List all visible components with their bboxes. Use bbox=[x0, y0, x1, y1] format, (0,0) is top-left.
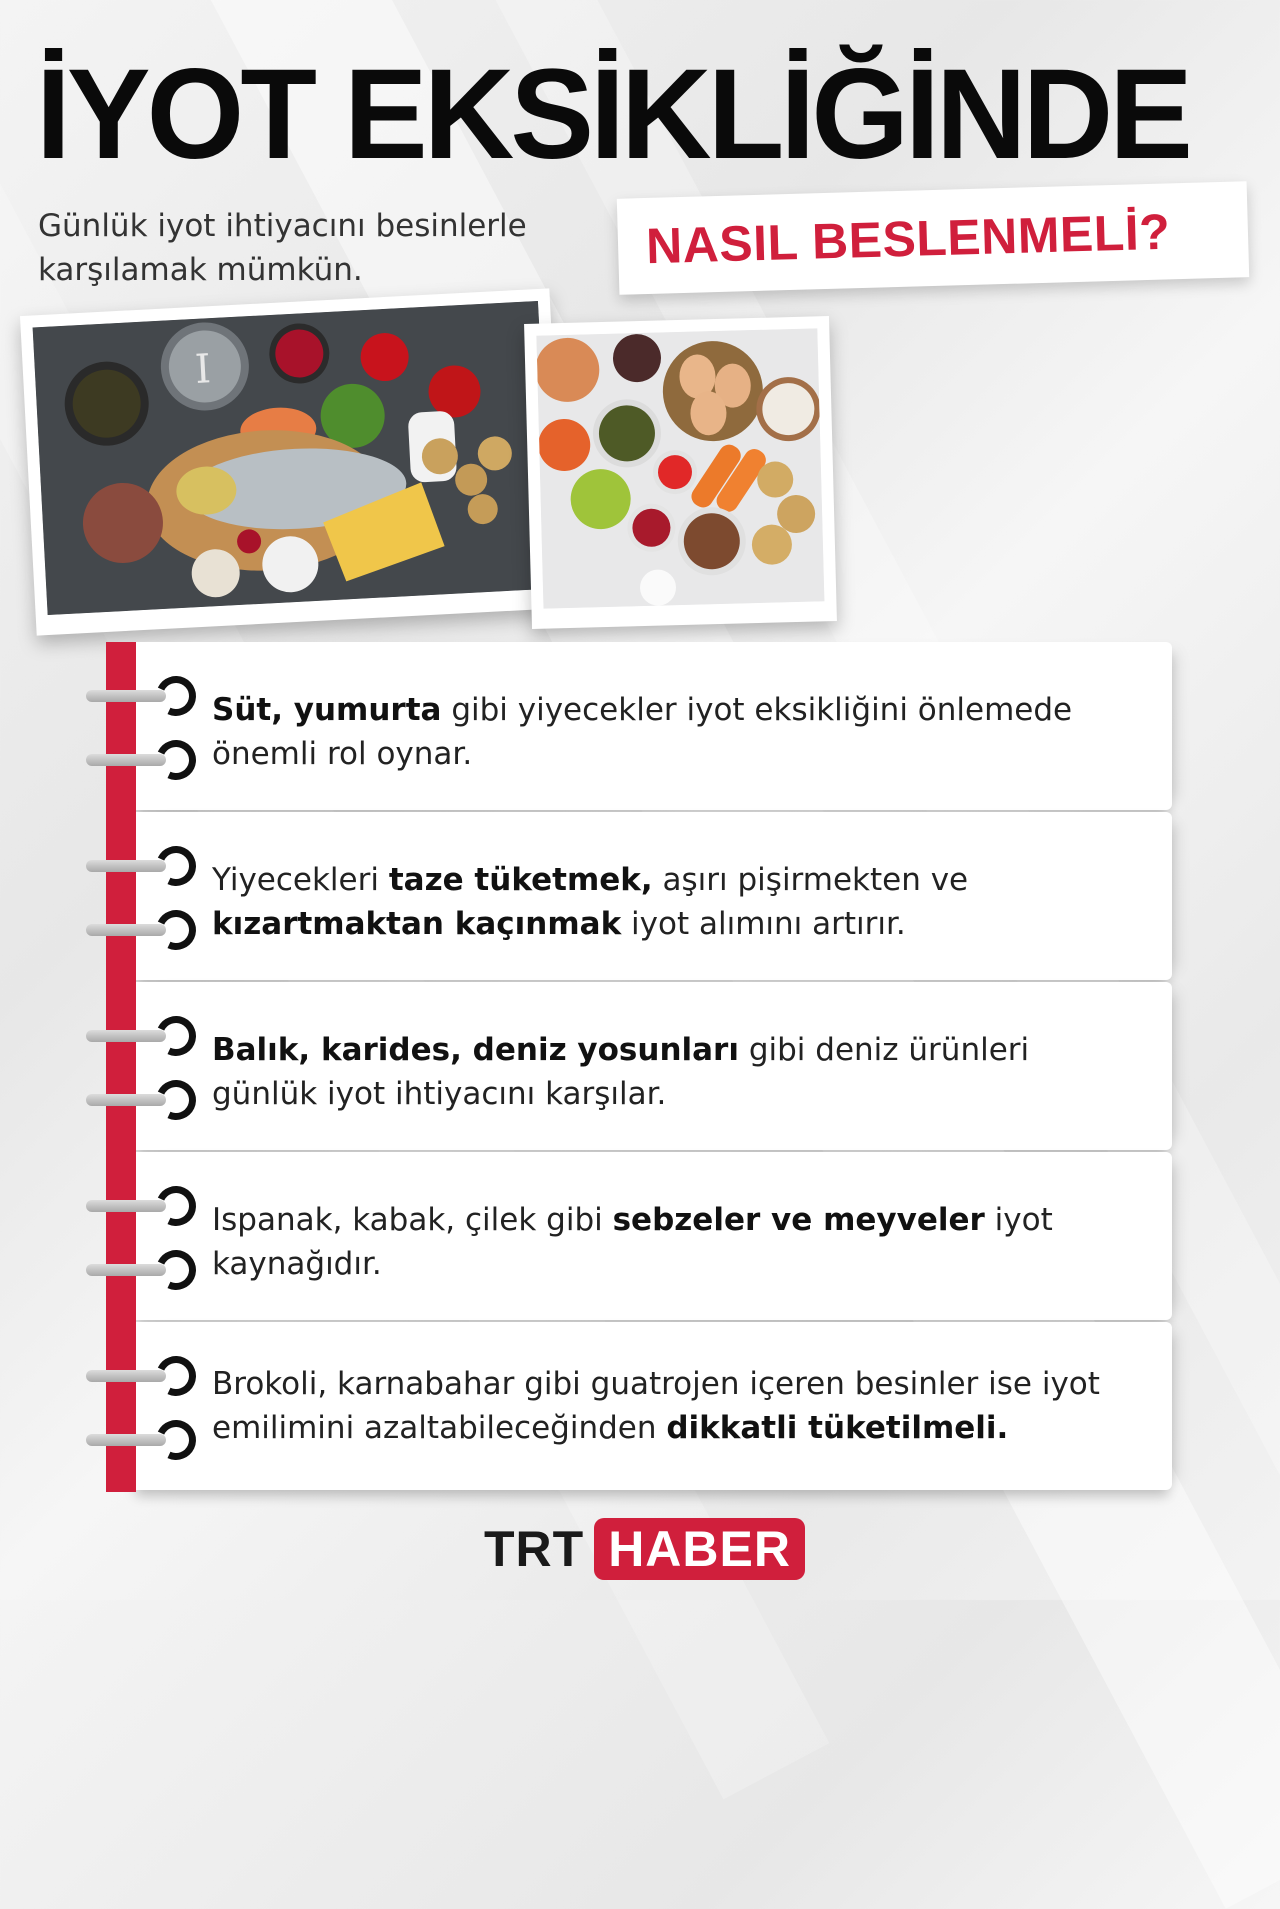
subtitle bbox=[38, 204, 598, 292]
logo-haber: HABER bbox=[594, 1518, 805, 1580]
tip-text-4 bbox=[212, 1198, 1132, 1286]
tip-text-3 bbox=[212, 1028, 1132, 1116]
tip-1-text: gibi yiyecekler iyot eksikliğini önlemede önemli rol oynar. bbox=[212, 692, 1073, 772]
binder-ring-icon bbox=[86, 1430, 186, 1448]
tip-2-bold-2: kızartmaktan kaçınmak bbox=[212, 906, 622, 942]
binder-ring-icon bbox=[86, 1090, 186, 1108]
binder-ring-icon bbox=[86, 1196, 186, 1214]
tip-text-1 bbox=[212, 688, 1132, 776]
binder-ring-icon bbox=[86, 686, 186, 704]
trt-haber-logo bbox=[484, 1517, 805, 1581]
tip-5-bold: dikkatli tüketilmeli. bbox=[666, 1410, 1009, 1446]
food-photo-dark bbox=[20, 288, 566, 635]
binder-ring-icon bbox=[86, 1366, 186, 1384]
binder-ring-icon bbox=[86, 1026, 186, 1044]
tip-3-bold: Balık, karides, deniz yosunları bbox=[212, 1032, 739, 1068]
tip-3-text: gibi deniz ürünleri günlük iyot ihtiyacını karşılar. bbox=[212, 1032, 1030, 1112]
logo-trt: TRT bbox=[484, 1521, 585, 1577]
tip-text-2 bbox=[212, 858, 1132, 946]
tip-4-text: iyot kaynağıdır. bbox=[212, 1202, 1053, 1282]
question-tag: NASIL BESLENMELİ? bbox=[645, 203, 1171, 275]
binder-ring-icon bbox=[86, 750, 186, 768]
binder-ring-icon bbox=[86, 920, 186, 938]
tip-4-bold: sebzeler ve meyveler bbox=[612, 1202, 985, 1238]
tip-5-pre: Brokoli, karnabahar gibi guatrojen içeren besinler ise iyot emilimini azaltabileceğinden bbox=[212, 1366, 1100, 1446]
subtitle-line-2: karşılamak mümkün. bbox=[38, 252, 363, 288]
svg-text:I: I bbox=[193, 346, 213, 393]
page-title: İYOT EKSİKLİĞİNDE bbox=[36, 43, 1190, 186]
tip-2-bold-1: taze tüketmek, bbox=[388, 862, 653, 898]
subtitle-line-1: Günlük iyot ihtiyacını besinlerle bbox=[38, 208, 527, 244]
food-photo-dark-image bbox=[33, 301, 553, 615]
food-photo-light-image bbox=[536, 328, 824, 608]
notebook-spine bbox=[106, 642, 136, 1492]
binder-ring-icon bbox=[86, 1260, 186, 1278]
food-photo-light bbox=[524, 316, 837, 629]
tip-2-text-2: iyot alımını artırır. bbox=[621, 906, 906, 942]
tip-4-pre: Ispanak, kabak, çilek gibi bbox=[212, 1202, 613, 1238]
binder-ring-icon bbox=[86, 856, 186, 874]
tip-2-text-1: aşırı pişirmekten ve bbox=[652, 862, 969, 898]
tip-text-5 bbox=[212, 1362, 1132, 1450]
tip-1-bold: Süt, yumurta bbox=[212, 692, 442, 728]
tip-2-pre: Yiyecekleri bbox=[212, 862, 389, 898]
